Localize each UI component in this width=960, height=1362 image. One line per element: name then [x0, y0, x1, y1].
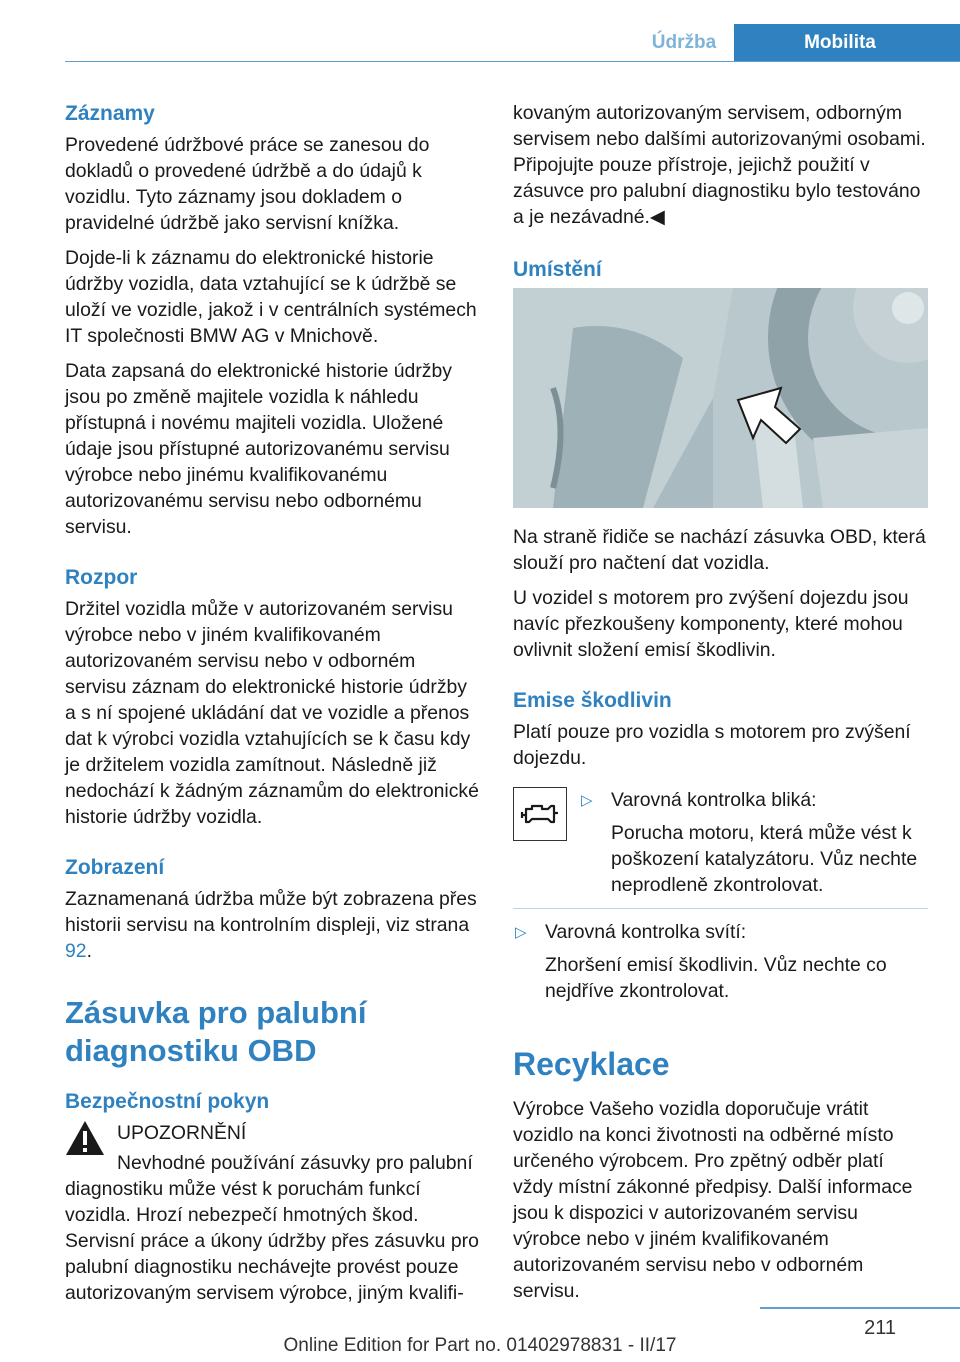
objection-heading: Rozpor — [65, 566, 138, 589]
left-column — [65, 100, 480, 1306]
tab-mobility[interactable]: Mobilita — [734, 24, 960, 61]
location-paragraph-2: U vozidel s motorem pro zvýšení dojezdu jsou navíc přezkoušeny komponenty, které mohou ovlivnit složení emisí škodlivin. — [513, 587, 909, 661]
bullet-divider — [513, 908, 928, 909]
chapter-tabs — [634, 24, 960, 61]
obd-location-photo — [513, 288, 928, 508]
edition-footer: Online Edition for Part no. 01402978831 - II/17 — [283, 1335, 677, 1356]
display-heading: Zobrazení — [65, 856, 165, 879]
warning-text-content: Nevhodné používání zásuvky pro palubní diagnostiku může vést k poruchám funkcí vozidla. Hrozí nebezpečí hmotných škod. Servisní práce a úkony údržby přes zásuvku pro palubní diagnostiku nechávejte provést pouze autorizovaným servisem výrobce, jiným kvalifi- — [65, 1152, 479, 1304]
page-link[interactable]: 92 — [65, 940, 87, 962]
obd-heading: Zásuvka pro palubní diagnostiku OBD — [65, 995, 367, 1068]
records-paragraph-2: Dojde-li k záznamu do elektronické historie údržby vozidla, data vztahující se k údržbě se uloží ve vozidle, jakož i v centrálních systémech IT společnosti BMW AG v Mnichově. — [65, 247, 477, 347]
display-paragraph — [65, 886, 480, 964]
bullet-flashing — [579, 787, 928, 898]
tab-maintenance[interactable]: Údržba — [651, 31, 717, 53]
footer-divider — [760, 1307, 960, 1309]
location-paragraph-1: Na straně řidiče se nachází zásuvka OBD, která slouží pro načtení dat vozidla. — [513, 526, 926, 574]
bullet-triangle-icon: ▷ — [581, 792, 593, 809]
emissions-heading: Emise škodlivin — [513, 689, 672, 712]
bullet-flashing-text: Porucha motoru, která může vést k poškození katalyzátoru. Vůz nechte neprodleně zkontrolovat. — [611, 822, 918, 896]
right-column — [513, 100, 928, 1313]
objection-paragraph: Držitel vozidla může v autorizovaném servisu výrobce nebo v jiném kvalifikovaném autorizovaném servisu nebo v odborném servisu záznam do elektronické historie údržby a s ní spojené ukládání dat ve vozidle a přenos dat k výrobci vozidla vztahujících se k času kdy je držitelem vozidla zamítnout. Následně již nedochází k žádným záznamům do elektronické historie údržby vozidla. — [65, 598, 479, 828]
records-paragraph-3: Data zapsaná do elektronické historie údržby jsou po změně majitele vozidla k náhledu přístupná i novému majiteli vozidla. Uložené údaje jsou přístupné autorizovanému servisu výrobce nebo jinému kvalifikovanému autorizovanému servisu nebo odbornému servisu. — [65, 360, 452, 538]
display-text: Zaznamenaná údržba může být zobrazena přes historii servisu na kontrolním displeji, viz strana — [65, 888, 477, 936]
recycling-paragraph: Výrobce Vašeho vozidla doporučuje vrátit vozidlo na konci životnosti na odběrné místo určeného výrobcem. Pro zpětný odběr platí vždy místní zákonné předpisy. Další informace jsou k dispozici v autorizovaném servisu výrobce nebo v jiném kvalifikovaném autorizovaném servisu nebo v odborném servisu. — [513, 1098, 913, 1302]
engine-check-icon — [513, 787, 567, 841]
location-heading: Umístění — [513, 258, 602, 281]
warning-triangle-icon — [65, 1120, 105, 1156]
warning-block — [65, 1120, 480, 1146]
records-heading: Záznamy — [65, 102, 155, 125]
page-number: 211 — [864, 1317, 896, 1339]
records-paragraph-1: Provedené údržbové práce se zanesou do dokladů o provedené údržbě a do údajů k vozidlu. Tyto záznamy jsou dokladem o pravidelné údržbě jako servisní knížka. — [65, 134, 430, 234]
continued-paragraph: kovaným autorizovaným servisem, odborným servisem nebo dalšími autorizovanými osobami. Připojujte pouze přístroje, jejichž použití v zásuvce pro palubní diagnostiku bylo testováno a je nezávadné.◀ — [513, 102, 926, 228]
engine-glyph — [520, 801, 560, 827]
bullet-lit-title: Varovná kontrolka svítí: — [545, 921, 747, 943]
display-end: . — [86, 940, 92, 962]
emission-lamp-block — [513, 787, 928, 898]
bullet-flashing-title: Varovná kontrolka bliká: — [611, 789, 817, 811]
bullet-triangle-icon: ▷ — [515, 924, 527, 941]
bullet-lit — [513, 919, 928, 1004]
safety-heading: Bezpečnostní pokyn — [65, 1090, 270, 1113]
warning-label: UPOZORNĚNÍ — [117, 1122, 247, 1144]
emissions-paragraph: Platí pouze pro vozidla s motorem pro zvýšení dojezdu. — [513, 721, 911, 769]
warning-text — [65, 1150, 480, 1306]
bullet-lit-text: Zhoršení emisí škodlivin. Vůz nechte co nejdříve zkontrolovat. — [545, 954, 887, 1002]
lamp-bullets — [579, 787, 928, 898]
header-divider — [65, 61, 960, 62]
recycling-heading: Recyklace — [513, 1046, 670, 1082]
